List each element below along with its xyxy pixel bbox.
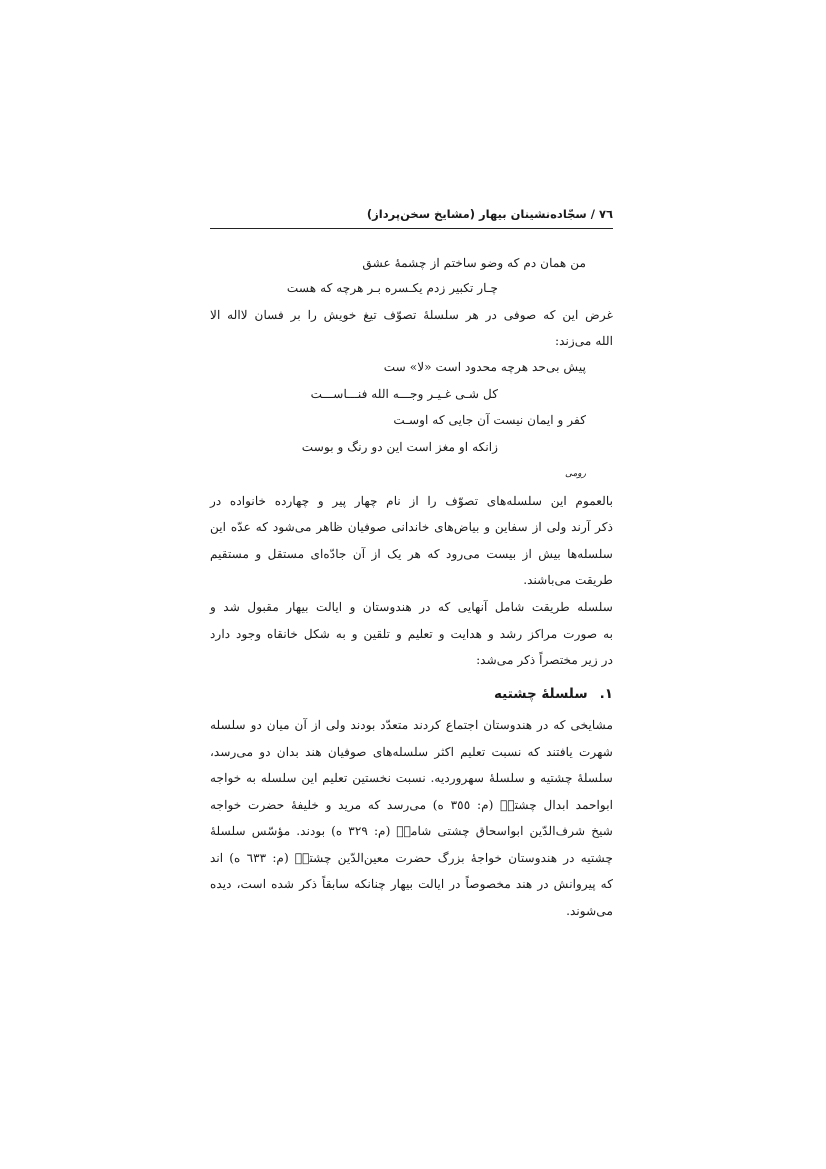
paragraph-line: مشایخی که در هندوستان اجتماع کردند متعدّد بودند ولی از آن میان دو سلسله bbox=[210, 718, 613, 732]
running-header: ٧٦ / سجّاده‌نشینان بیهار (مشایخ سخن‌پرداز) bbox=[366, 207, 613, 221]
section-number: ١. bbox=[599, 686, 613, 702]
paragraph-line: سلسله طریقت شامل آنهایی که در هندوستان و ایالت بیهار مقبول شد و bbox=[210, 600, 613, 614]
paragraph-line: به صورت مراکز رشد و هدایت و تعلیم و تلقین و به شکل خانقاه وجود دارد bbox=[210, 627, 613, 641]
paragraph-line: می‌شوند. bbox=[566, 904, 613, 918]
paragraph-line: بالعموم این سلسله‌های تصوّف را از نام چهار پیر و چهارده خانواده در bbox=[210, 494, 613, 508]
verse-line: کفر و ایمان نیست آن جایی که اوسـت bbox=[393, 413, 586, 427]
section-title: سلسلهٔ چشتیه bbox=[494, 686, 588, 702]
paragraph-line: در زیر مختصراً ذکر می‌شد: bbox=[476, 653, 613, 667]
paragraph-line: چشتیه در هندوستان خواجهٔ بزرگ حضرت معین‌الدّین چشتیؒ (م: ٦٣٣ ه) اند bbox=[210, 851, 613, 865]
poet-attribution: رومی bbox=[564, 469, 586, 479]
verse-line: پیش بی‌حد هرچه محدود است «لا» ست bbox=[383, 360, 586, 374]
header-rule bbox=[210, 228, 613, 229]
verse-line: کل شـی غـیـر وجـــه الله فنـــاســـت bbox=[310, 387, 498, 401]
paragraph-line: شهرت یافتند که نسبت تعلیم اکثر سلسله‌های صوفیان هند بدان دو می‌رسد، bbox=[210, 745, 613, 759]
verse-line: من همان دم که وضو ساختم از چشمهٔ عشق bbox=[362, 256, 586, 270]
section-heading bbox=[210, 683, 613, 705]
paragraph-line: شیخ شرف‌الدّین ابواسحاق چشتی شامیؒ (م: ٣٢٩ ه) بودند. مؤسّس سلسلهٔ bbox=[210, 824, 613, 838]
paragraph-line: ابواحمد ابدال چشتیؒ (م: ٣٥٥ ه) می‌رسد که مرید و خلیفهٔ حضرت خواجه bbox=[210, 798, 614, 812]
paragraph-line: سلسلهٔ چشتیه و سلسلهٔ سهروردیه. نسبت نخستین تعلیم این سلسله به خواجه bbox=[210, 771, 613, 785]
paragraph-line: سلسله‌ها بیش از بیست می‌رود که هر یک از آن جادّه‌ای مستقل و مستقیم bbox=[210, 547, 613, 561]
verse-line: چـار تکبیر زدم یکـسره بـر هرچه که هست bbox=[286, 281, 498, 295]
paragraph-line: طریقت می‌باشند. bbox=[523, 573, 613, 587]
paragraph-line: غرض این که صوفی در هر سلسلهٔ تصوّف تیغ خویش را بر فسان لااله الا bbox=[210, 308, 613, 322]
verse-line: زانکه او مغز است این دو رنگ و بوست bbox=[301, 440, 498, 454]
paragraph-line: که پیروانش در هند مخصوصاً در ایالت بیهار چنانکه سابقاً ذکر شده است، دیده bbox=[210, 877, 613, 891]
paragraph-line: ذکر آرند ولی از سفاین و بیاض‌های خاندانی صوفیان ظاهر می‌شود که عدّه این bbox=[210, 520, 613, 534]
paragraph-line: الله می‌زند: bbox=[554, 334, 613, 348]
